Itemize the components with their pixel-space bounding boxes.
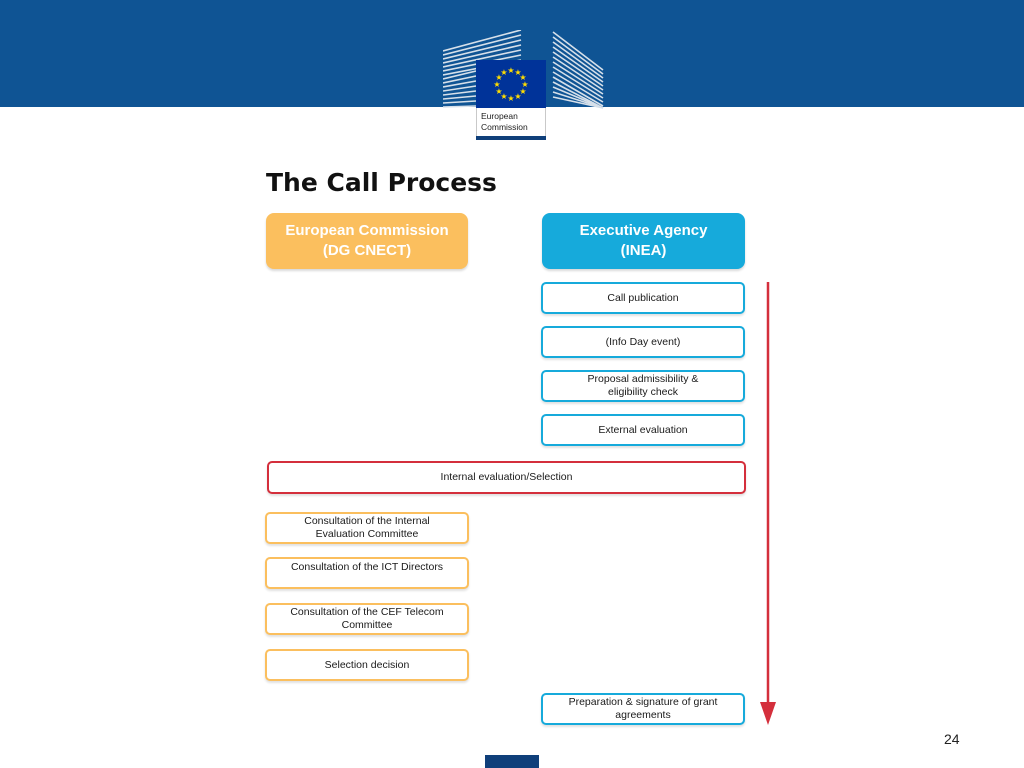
svg-text:★: ★ [519,73,527,82]
page-number: 24 [944,731,960,747]
svg-text:★: ★ [495,87,503,96]
step-info-day: (Info Day event) [541,326,745,358]
slide-title: The Call Process [266,168,497,197]
logo-wordmark [476,108,546,139]
timeline-arrow-icon [756,282,780,726]
svg-text:★: ★ [507,66,515,75]
european-commission-logo [443,30,604,142]
step-internal-committee: Consultation of the Internal Evaluation Committee [265,512,469,544]
svg-text:★: ★ [514,68,522,77]
header-ec-line-1: European Commission [285,222,449,239]
step-external-evaluation: External evaluation [541,414,745,446]
step-internal-evaluation: Internal evaluation/Selection [267,461,746,494]
logo-line-1: European [481,111,518,121]
svg-text:★: ★ [495,73,503,82]
eu-flag [476,60,546,108]
step-admissibility-check: Proposal admissibility & eligibility check [541,370,745,402]
step-selection-decision: Selection decision [265,649,469,681]
eu-stars-icon [476,60,546,108]
logo-underline [476,136,546,140]
step-call-publication: Call publication [541,282,745,314]
logo-line-2: Commission [481,122,528,132]
svg-text:★: ★ [519,87,527,96]
svg-text:★: ★ [507,94,515,103]
header-ea-line-1: Executive Agency [579,222,708,239]
svg-text:★: ★ [514,92,522,101]
step-ict-directors: Consultation of the ICT Directors [265,557,469,589]
header-ec-line-2: (DG CNECT) [322,242,412,259]
svg-text:★: ★ [500,92,508,101]
footer-flag [485,755,539,768]
header-european-commission [266,213,468,269]
svg-text:★: ★ [500,68,508,77]
step-cef-telecom: Consultation of the CEF Telecom Committee [265,603,469,635]
svg-text:★: ★ [493,80,501,89]
svg-text:★: ★ [521,80,529,89]
header-ea-line-2: (INEA) [620,242,667,259]
header-executive-agency [542,213,745,269]
step-grant-agreements: Preparation & signature of grant agreements [541,693,745,725]
